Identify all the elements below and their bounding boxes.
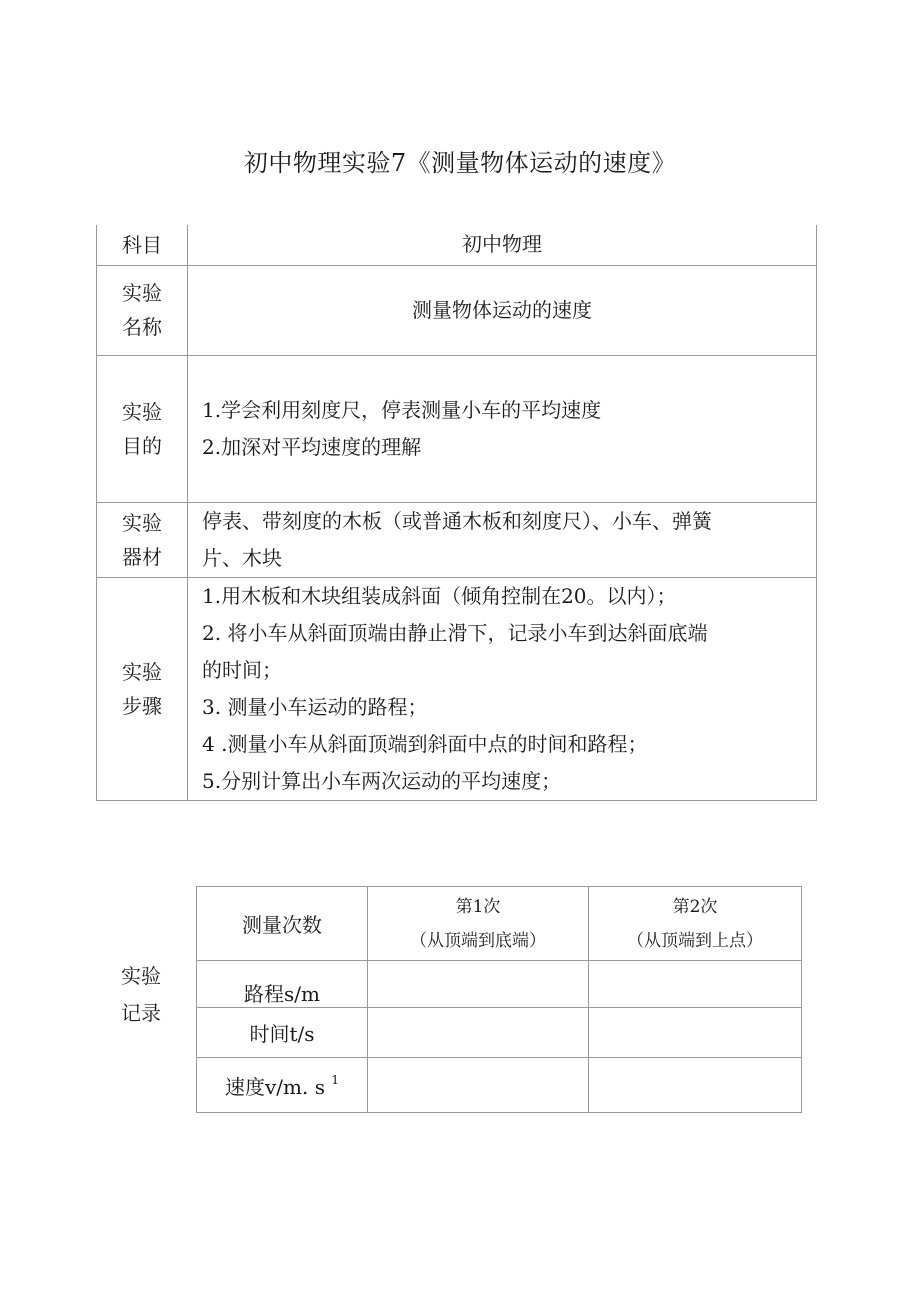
steps-row: [97, 577, 817, 800]
trial-2-header: [589, 887, 802, 961]
speed-label-text: 速度v/m. s: [225, 1074, 325, 1099]
steps-label-line1: 实验: [122, 659, 162, 684]
trial-2-subtitle: （从顶端到上点）: [627, 930, 763, 951]
distance-trial-1-cell[interactable]: [368, 961, 589, 1008]
step-line-1: 1.用木板和木块组装成斜面（倾角控制在20。以内）；: [202, 583, 677, 608]
step-line-5: 4 .测量小车从斜面顶端到斜面中点的时间和路程；: [202, 731, 648, 756]
record-label-line2: 记录: [121, 1001, 161, 1025]
purpose-label-line2: 目的: [122, 433, 162, 458]
equipment-label-line1: 实验: [122, 510, 162, 535]
trial-1-header: [368, 887, 589, 961]
purpose-label-line1: 实验: [122, 399, 162, 424]
time-trial-1-cell[interactable]: [368, 1008, 589, 1058]
purpose-label: [97, 355, 188, 502]
step-line-3: 的时间；: [202, 657, 282, 682]
name-label-line2: 名称: [122, 315, 162, 339]
experiment-info-table: [96, 225, 817, 801]
record-table: [196, 886, 802, 1113]
equipment-line-2: 片、木块: [202, 545, 282, 570]
trial-1-title: 第1次: [455, 896, 501, 917]
step-line-6: 5.分别计算出小车两次运动的平均速度；: [202, 768, 562, 793]
speed-label: [197, 1058, 368, 1113]
distance-label: 路程s/m: [197, 961, 368, 1008]
steps-label: [97, 577, 188, 800]
equipment-value: [188, 502, 817, 577]
time-label: 时间t/s: [197, 1008, 368, 1058]
record-header-row: [197, 887, 802, 961]
time-trial-2-cell[interactable]: [589, 1008, 802, 1058]
purpose-line-2: 2.加深对平均速度的理解: [202, 434, 422, 459]
distance-trial-2-cell[interactable]: [589, 961, 802, 1008]
name-row: [97, 265, 817, 355]
purpose-row: [97, 355, 817, 502]
subject-row: [97, 225, 817, 265]
record-label: [96, 958, 186, 1032]
name-label-line1: 实验: [122, 281, 162, 305]
equipment-label: [97, 502, 188, 577]
equipment-line-1: 停表、带刻度的木板（或普通木板和刻度尺）、小车、弹簧: [202, 508, 712, 533]
record-distance-row: [197, 961, 802, 1008]
subject-value: 初中物理: [188, 225, 817, 265]
equipment-label-line2: 器材: [122, 544, 162, 569]
speed-trial-1-cell[interactable]: [368, 1058, 589, 1113]
page-title: 初中物理实验7《测量物体运动的速度》: [243, 149, 677, 177]
purpose-value: [188, 355, 817, 502]
steps-label-line2: 步骤: [122, 693, 162, 718]
steps-value: [188, 577, 817, 800]
record-time-row: [197, 1008, 802, 1058]
purpose-line-1: 1.学会利用刻度尺，停表测量小车的平均速度: [202, 397, 602, 422]
record-header-cell: 测量次数: [197, 887, 368, 961]
trial-1-subtitle: （从顶端到底端）: [410, 930, 546, 951]
name-label: [97, 265, 188, 355]
name-value: 测量物体运动的速度: [188, 265, 817, 355]
speed-trial-2-cell[interactable]: [589, 1058, 802, 1113]
record-label-line1: 实验: [121, 964, 161, 988]
subject-label: 科目: [97, 225, 188, 265]
record-speed-row: [197, 1058, 802, 1113]
step-line-4: 3. 测量小车运动的路程；: [202, 694, 428, 719]
trial-2-title: 第2次: [672, 896, 718, 917]
equipment-row: [97, 502, 817, 577]
step-line-2: 2. 将小车从斜面顶端由静止滑下，记录小车到达斜面底端: [202, 620, 708, 645]
speed-label-superscript: 1: [331, 1072, 339, 1087]
